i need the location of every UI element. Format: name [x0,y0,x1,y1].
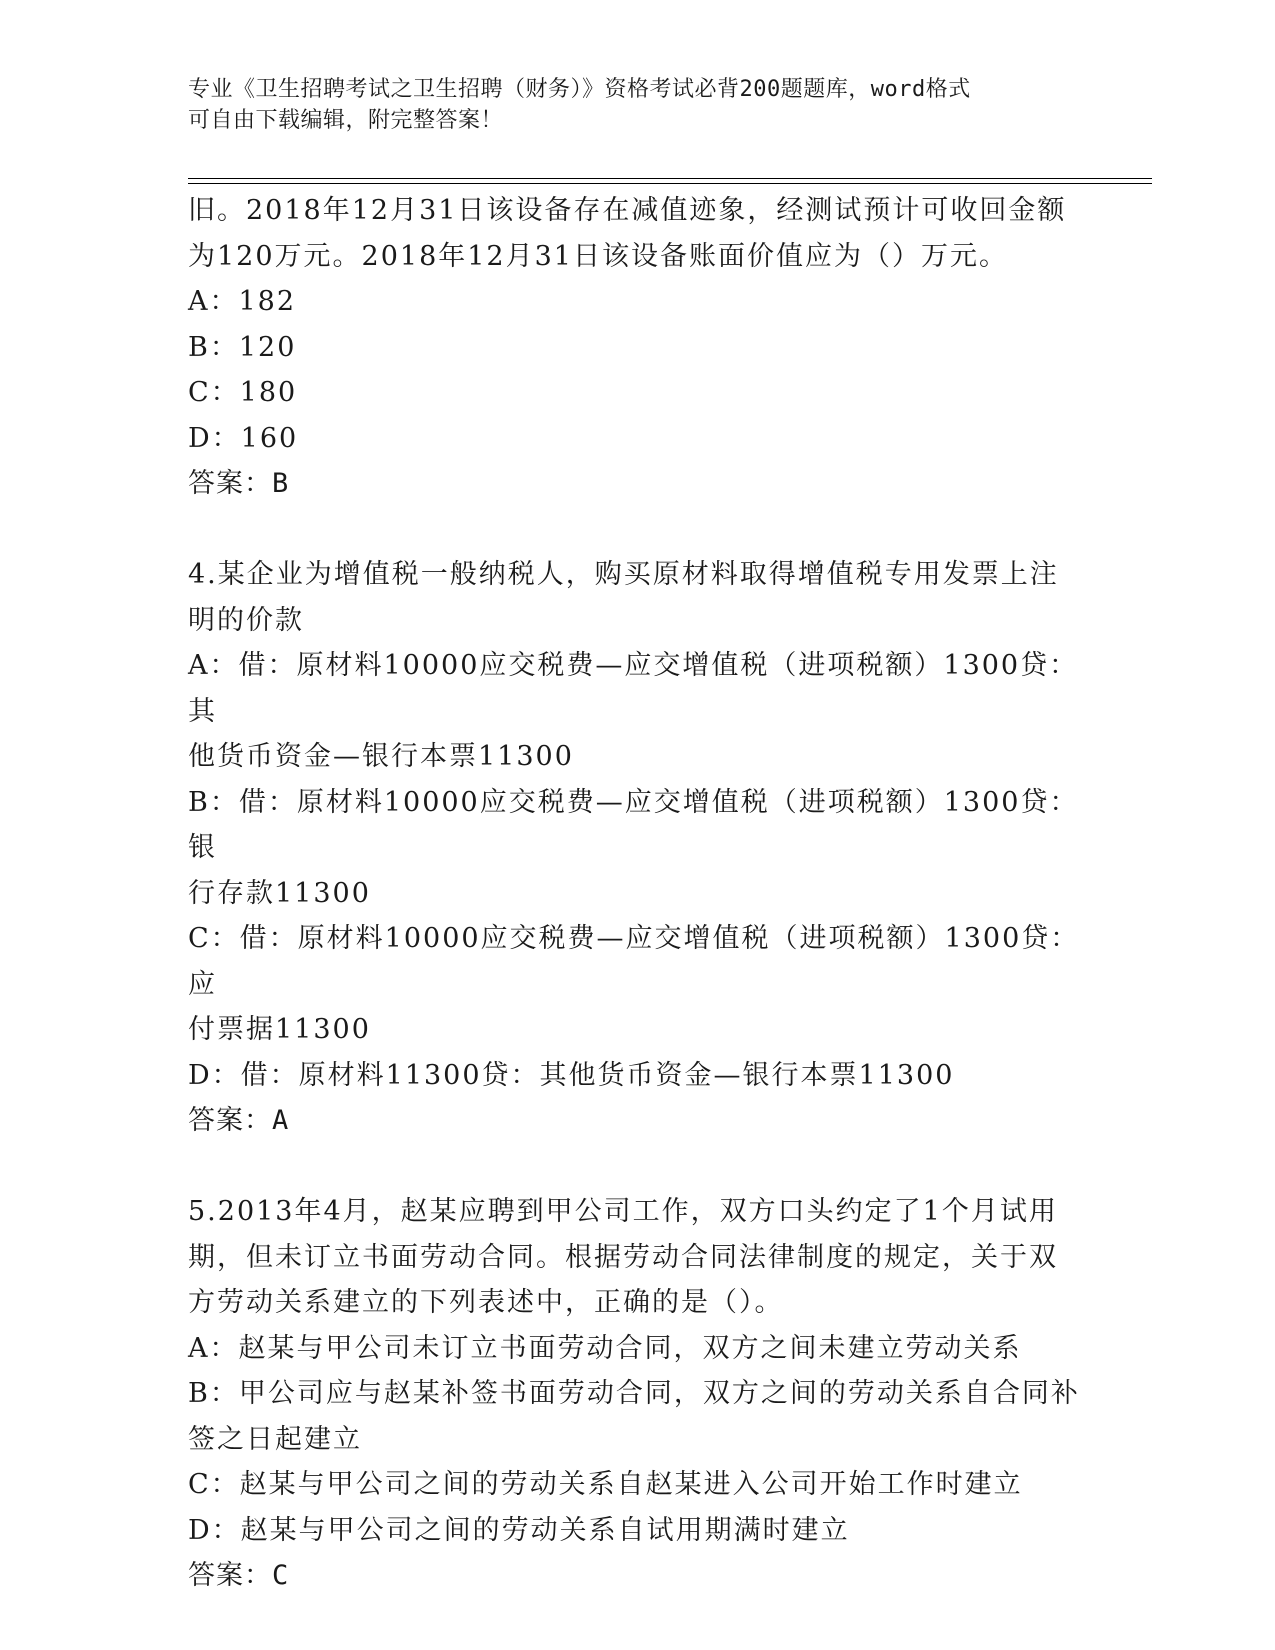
question-stem-line: 方劳动关系建立的下列表述中，正确的是（）。 [188,1287,784,1318]
question-5 [188,1189,1088,1599]
question-content [188,188,1088,1599]
option-c-continued: 付票据11300 [188,1014,371,1045]
question-stem-line: 旧。2018年12月31日该设备存在减值迹象，经测试预计可收回金额 [188,195,1067,226]
option-a: A：赵某与甲公司未订立书面劳动合同，双方之间未建立劳动关系 [188,1332,1022,1364]
question-3 [188,188,1088,507]
answer-line: 答案：B [188,468,290,499]
header-rule-bottom [188,183,1152,184]
option-a: A：借：原材料10000应交税费—应交增值税（进项税额）1300贷：其 [188,650,1079,727]
option-c: C：赵某与甲公司之间的劳动关系自赵某进入公司开始工作时建立 [188,1469,1023,1500]
option-c: C：借：原材料10000应交税费—应交增值税（进项税额）1300贷：应 [188,923,1080,1000]
option-b: B：120 [188,331,297,363]
option-d: D：借：原材料11300贷：其他货币资金—银行本票11300 [188,1059,955,1091]
option-b: B：借：原材料10000应交税费—应交增值税（进项税额）1300贷：银 [188,786,1079,863]
header-line-2: 可自由下载编辑，附完整答案！ [188,108,504,133]
spacer [188,507,1088,553]
answer-line: 答案：C [188,1560,290,1591]
header-line-1: 专业《卫生招聘考试之卫生招聘（财务）》资格考试必背200题题库，word格式 [188,77,971,102]
option-a-continued: 他货币资金—银行本票11300 [188,741,574,772]
question-stem-line: 期，但未订立书面劳动合同。根据劳动合同法律制度的规定，关于双 [188,1241,1058,1273]
answer-line: 答案：A [188,1105,290,1136]
header-rule-top [188,178,1152,179]
document-header [188,74,1088,136]
question-stem-line: 为120万元。2018年12月31日该设备账面价值应为（）万元。 [188,240,1008,272]
question-stem-line: 明的价款 [188,604,304,636]
option-d: D：160 [188,422,299,454]
question-stem-line: 5.2013年4月，赵某应聘到甲公司工作，双方口头约定了1个月试用 [188,1196,1058,1227]
spacer [188,1144,1088,1190]
option-d: D：赵某与甲公司之间的劳动关系自试用期满时建立 [188,1514,850,1546]
question-stem-line: 4.某企业为增值税一般纳税人，购买原材料取得增值税专用发票上注 [188,559,1059,590]
option-a: A：182 [188,286,297,317]
option-c: C：180 [188,377,298,408]
option-b: B：甲公司应与赵某补签书面劳动合同，双方之间的劳动关系自合同补 [188,1378,1080,1409]
option-b-continued: 签之日起建立 [188,1423,362,1455]
option-b-continued: 行存款11300 [188,877,371,909]
question-4 [188,552,1088,1144]
